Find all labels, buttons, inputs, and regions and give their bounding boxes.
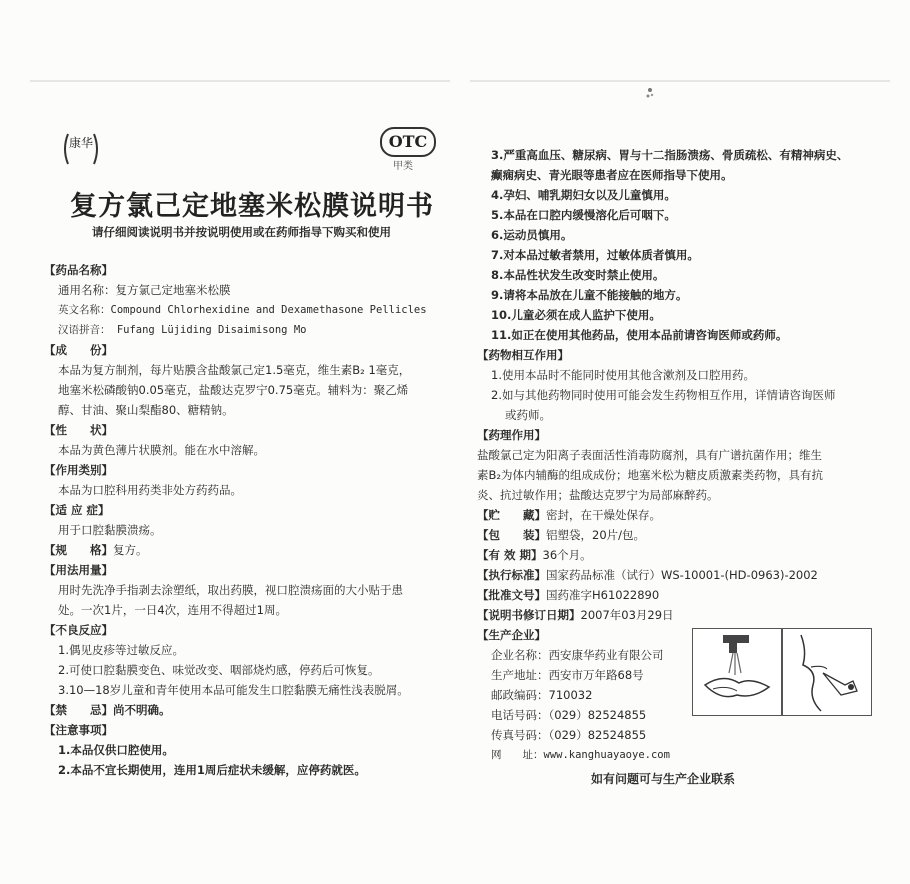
storage-row — [477, 507, 877, 523]
caution-item: 9.请将本品放在儿童不能接触的地方。 — [491, 288, 688, 302]
interaction-item: 2.如与其他药物同时使用可能会发生药物相互作用，详情请咨询医师 — [491, 388, 836, 402]
section-heading: 【药物相互作用】 — [477, 348, 569, 362]
section-heading: 【有 效 期】 — [477, 548, 543, 562]
footer-note: 如有问题可与生产企业联系 — [591, 772, 736, 786]
logo-lettering: 康华 — [68, 136, 94, 150]
caution-item: 11.如正在使用其他药品，使用本品前请咨询医师或药师。 — [491, 328, 788, 342]
section-heading: 【执行标准】 — [477, 568, 546, 582]
spec-text: 复方。 — [113, 543, 148, 557]
section-heading: 【批准文号】 — [477, 588, 546, 602]
section-heading: 【规 格】 — [44, 543, 113, 557]
left-column — [44, 262, 444, 782]
company-address: 生产地址：西安市万年路68号 — [491, 668, 644, 682]
kanghua-logo-icon — [60, 128, 102, 170]
indication-text: 用于口腔黏膜溃疡。 — [58, 523, 162, 537]
company-website: 网 址：www.kanghuayaoye.com — [491, 749, 670, 761]
common-name: 通用名称：复方氯己定地塞米松膜 — [58, 283, 231, 297]
apply-mouth-icon — [782, 628, 872, 716]
caution-item: 4.孕妇、哺乳期妇女以及儿童慎用。 — [491, 188, 676, 202]
adverse-item: 1.偶见皮疹等过敏反应。 — [58, 643, 184, 657]
revision-row — [477, 607, 877, 623]
caution-item: 8.本品性状发生改变时禁止使用。 — [491, 268, 665, 282]
caution-item: 癫痫病史、青光眼等患者应在医师指导下使用。 — [491, 168, 733, 182]
section-heading: 【药理作用】 — [477, 428, 546, 442]
fold-line — [470, 80, 890, 82]
page-title: 复方氯己定地塞米松膜说明书 — [70, 191, 434, 222]
section-heading: 【成 份】 — [44, 343, 113, 357]
package-row — [477, 527, 877, 543]
contra-row — [44, 702, 444, 718]
pharmacology-line: 素B₂为体内辅酶的组成成份；地塞米松为糖皮质激素类药物，具有抗 — [477, 468, 823, 482]
pinyin-name: 汉语拼音： Fufang Lüjiding Disaimisong Mo — [58, 324, 307, 336]
properties-text: 本品为黄色薄片状膜剂。能在水中溶解。 — [58, 443, 265, 457]
composition-line: 本品为复方制剂，每片贴膜含盐酸氯己定1.5毫克，维生素B₂ 1毫克， — [58, 363, 411, 377]
adverse-item: 3.10—18岁儿童和青年使用本品可能发生口腔黏膜无痛性浅表脱屑。 — [58, 683, 409, 697]
fold-line — [30, 80, 450, 82]
contra-text: 尚不明确。 — [113, 703, 171, 717]
otc-badge: OTC — [380, 127, 436, 157]
caution-item: 10.儿童必须在成人监护下使用。 — [491, 308, 661, 322]
standard-row — [477, 567, 877, 583]
section-heading: 【药品名称】 — [44, 263, 113, 277]
caution-item: 6.运动员慎用。 — [491, 228, 573, 242]
ink-spot-icon — [645, 86, 655, 100]
caution-item: 1.本品仅供口腔使用。 — [58, 743, 174, 757]
adverse-item: 2.可使口腔黏膜变色、味觉改变、咽部烧灼感，停药后可恢复。 — [58, 663, 380, 677]
revision-text: 2007年03月29日 — [580, 608, 674, 622]
category-text: 本品为口腔科用药类非处方药药品。 — [58, 483, 242, 497]
storage-text: 密封，在干燥处保存。 — [546, 508, 661, 522]
section-heading: 【适 应 症】 — [44, 503, 110, 517]
caution-item: 3.严重高血压、糖尿病、胃与十二指肠溃疡、骨质疏松、有精神病史、 — [491, 148, 849, 162]
section-heading: 【包 装】 — [477, 528, 546, 542]
section-heading: 【作用类别】 — [44, 463, 113, 477]
pharmacology-line: 炎、抗过敏作用；盐酸达克罗宁为局部麻醉药。 — [477, 488, 719, 502]
caution-item: 5.本品在口腔内缓慢溶化后可咽下。 — [491, 208, 676, 222]
spec-row — [44, 542, 444, 558]
section-heading: 【用法用量】 — [44, 563, 113, 577]
section-heading: 【禁 忌】 — [44, 703, 113, 717]
otc-class: 甲类 — [393, 161, 413, 172]
section-heading: 【生产企业】 — [477, 628, 546, 642]
section-heading: 【不良反应】 — [44, 623, 113, 637]
composition-line: 醇、甘油、聚山梨酯80、糖精钠。 — [58, 403, 234, 417]
interaction-item: 1.使用本品时不能同时使用其他含漱剂及口腔用药。 — [491, 368, 755, 382]
company-fax: 传真号码：（029）82524855 — [491, 728, 647, 742]
interaction-item: 或药师。 — [505, 408, 551, 422]
section-heading: 【性 状】 — [44, 423, 113, 437]
company-postcode: 邮政编码：710032 — [491, 688, 593, 702]
dosage-line: 处。一次1片，一日4次，连用不得超过1周。 — [58, 603, 287, 617]
pharmacology-line: 盐酸氯己定为阳离子表面活性消毒防腐剂，具有广谱抗菌作用；维生 — [477, 448, 822, 462]
company-name: 企业名称：西安康华药业有限公司 — [491, 648, 664, 662]
english-name: 英文名称：Compound Chlorhexidine and Dexamethasone Pellicles — [58, 304, 427, 316]
company-phone: 电话号码：（029）82524855 — [491, 708, 647, 722]
composition-line: 地塞米松磷酸钠0.05毫克，盐酸达克罗宁0.75毫克。辅料为：聚乙烯 — [58, 383, 409, 397]
expiry-row — [477, 547, 877, 563]
section-heading: 【贮 藏】 — [477, 508, 546, 522]
standard-text: 国家药品标准（试行）WS-10001-(HD-0963)-2002 — [546, 568, 818, 582]
wash-hands-icon — [692, 628, 782, 716]
caution-item: 7.对本品过敏者禁用，过敏体质者慎用。 — [491, 248, 699, 262]
page-subtitle: 请仔细阅读说明书并按说明使用或在药师指导下购买和使用 — [92, 225, 391, 239]
section-heading: 【注意事项】 — [44, 723, 113, 737]
approval-text: 国药准字H61022890 — [546, 588, 660, 602]
package-text: 铝塑袋，20片/包。 — [546, 528, 646, 542]
dosage-line: 用时先洗净手指剥去涂塑纸，取出药膜，视口腔溃疡面的大小贴于患 — [58, 583, 403, 597]
expiry-text: 36个月。 — [542, 548, 592, 562]
approval-row — [477, 587, 877, 603]
caution-item: 2.本品不宜长期使用，连用1周后症状未缓解，应停药就医。 — [58, 763, 366, 777]
section-heading: 【说明书修订日期】 — [477, 608, 581, 622]
